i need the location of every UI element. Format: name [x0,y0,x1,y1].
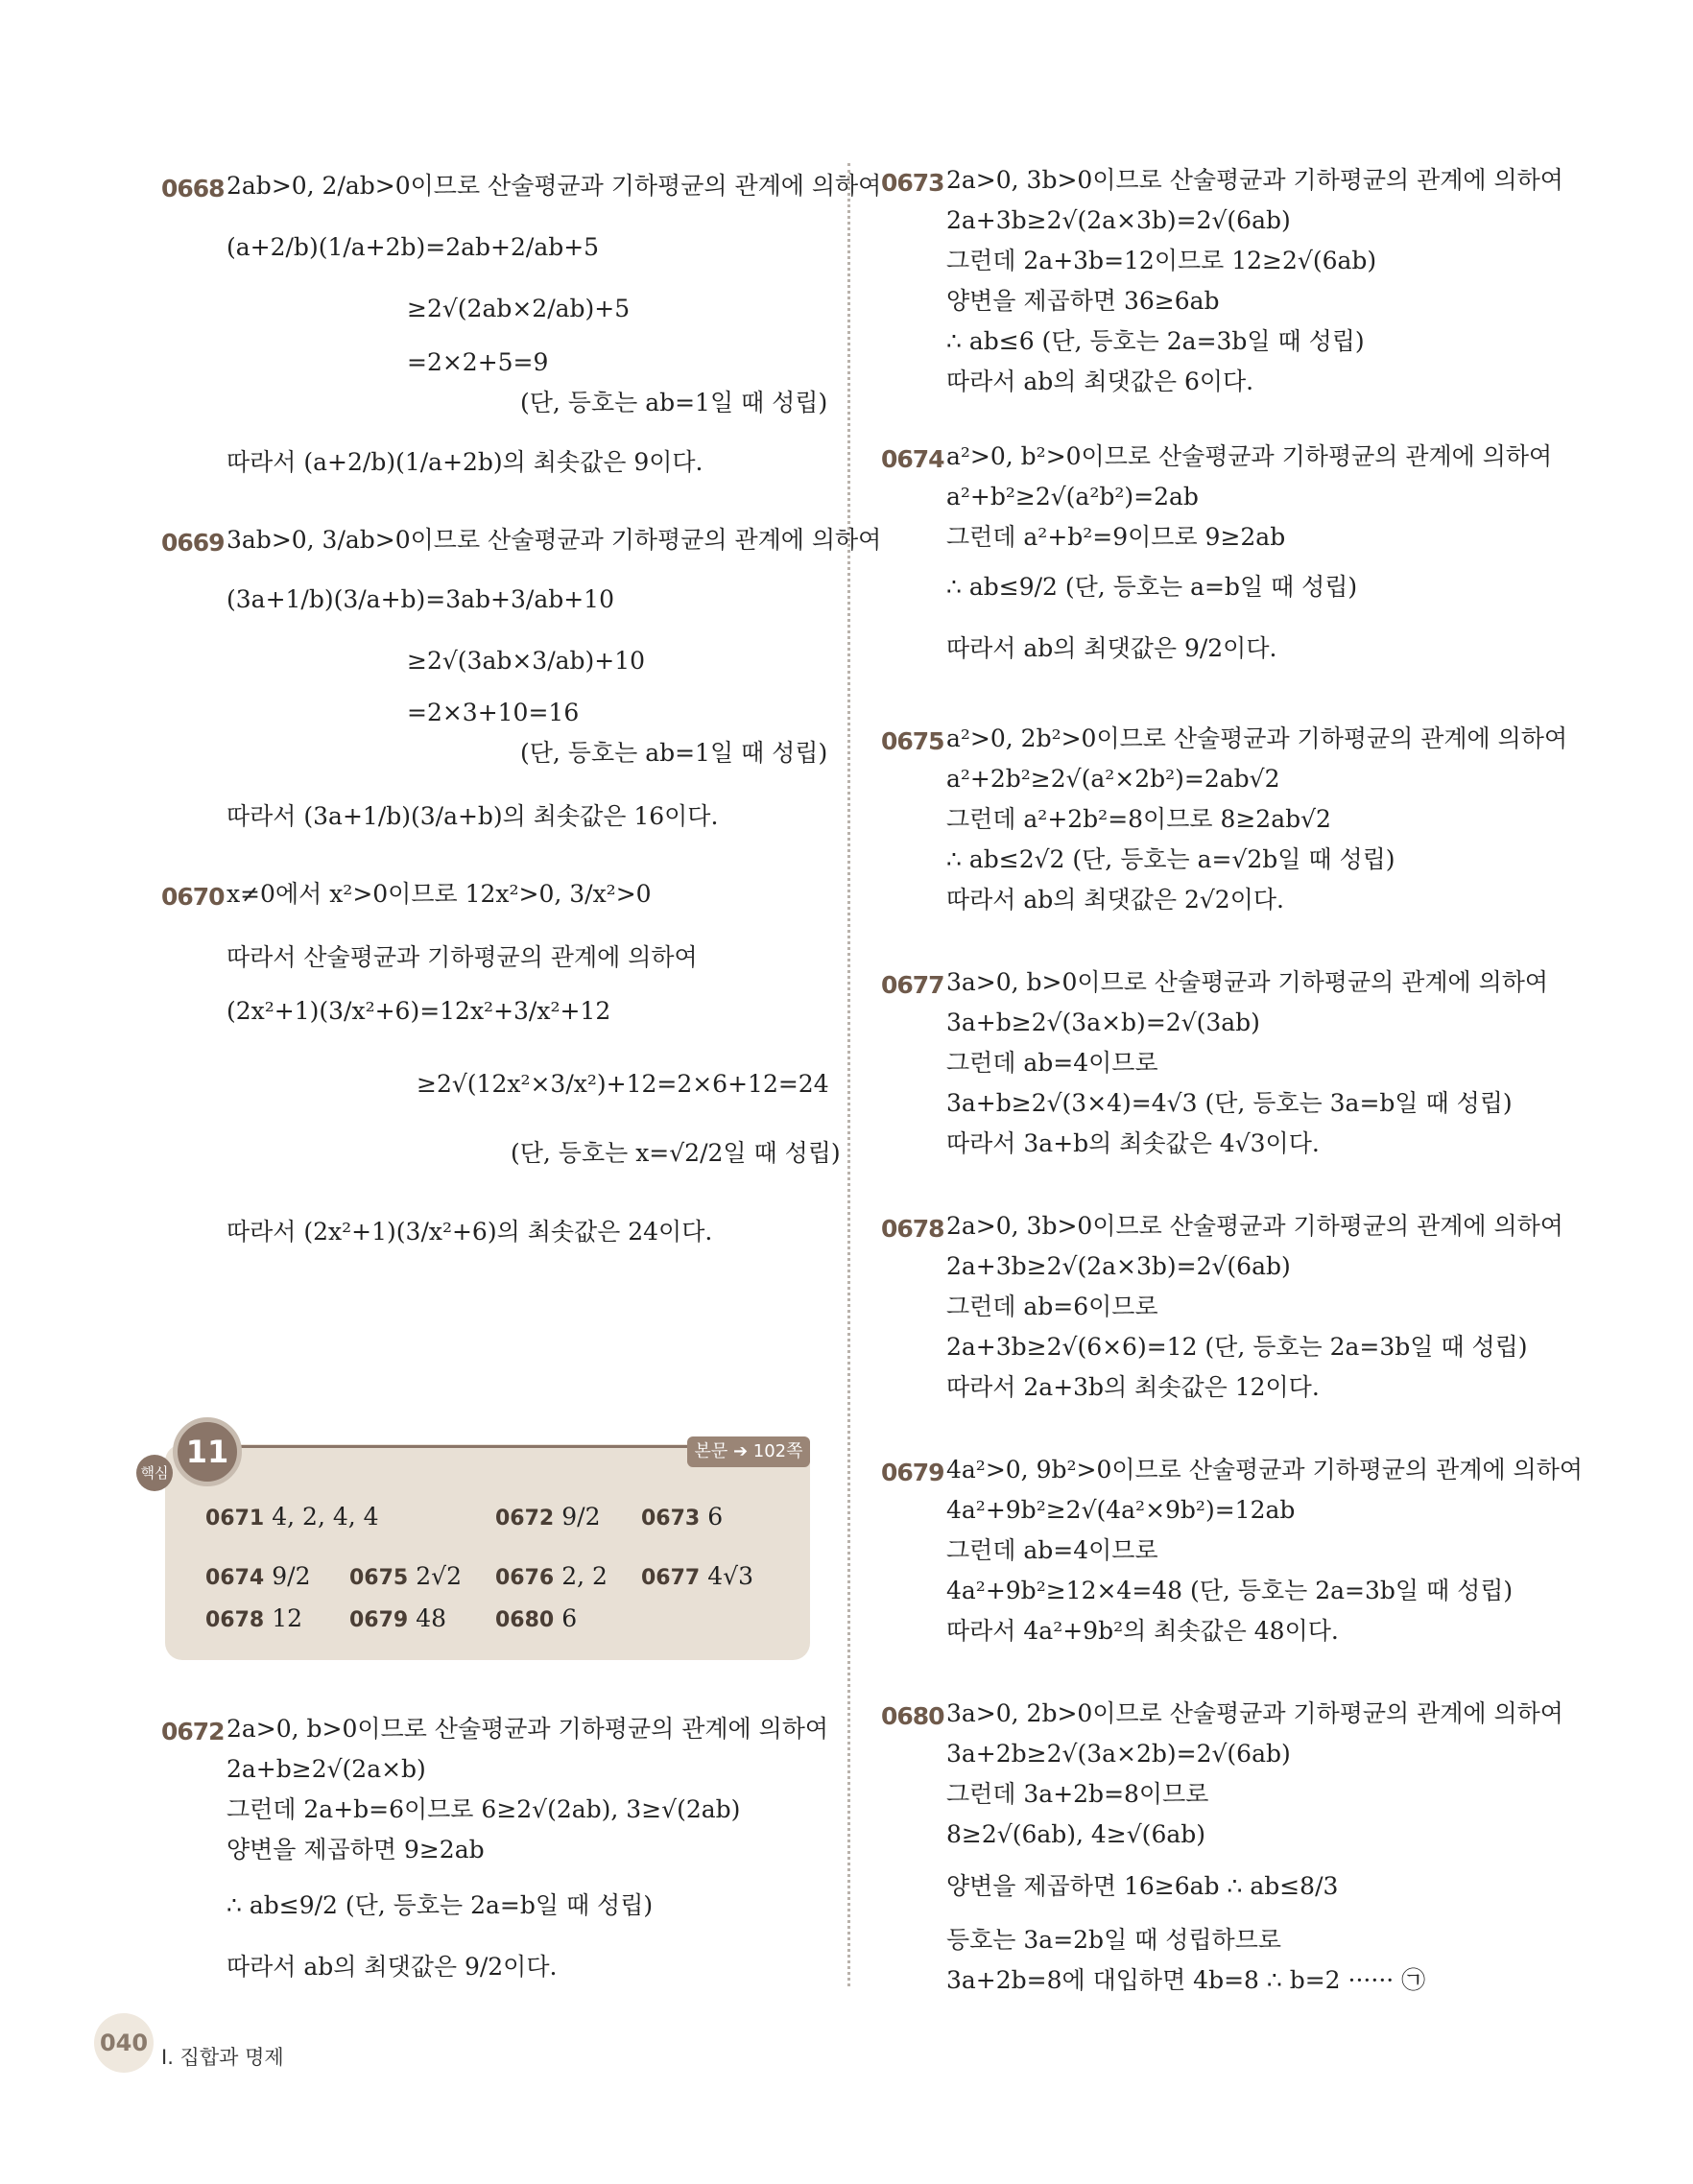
problem-line: 3a+2b=8에 대입하면 4b=8 ∴ b=2 ······ ㉠ [946,1966,1426,1994]
problem-line: (단, 등호는 ab=1일 때 성립) [520,739,828,767]
problem-line: 2a+b≥2√(2a×b) [227,1755,426,1783]
answer-item: 0679 48 [349,1604,447,1632]
answer-item: 0680 6 [495,1604,578,1632]
problem-line: (2x²+1)(3/x²+6)=12x²+3/x²+12 [227,997,611,1025]
problem-number: 0670 [161,883,225,911]
problem-line: 그런데 ab=4이므로 [946,1049,1158,1077]
problem-line: 따라서 (2x²+1)(3/x²+6)의 최솟값은 24이다. [227,1218,713,1246]
problem-line: 그런데 ab=4이므로 [946,1536,1158,1564]
problem-line: 그런데 a²+2b²=8이므로 8≥2ab√2 [946,805,1331,833]
problem-line: 등호는 3a=2b일 때 성립하므로 [946,1926,1282,1954]
answer-item: 0677 4√3 [641,1562,753,1590]
problem-line: 그런데 2a+b=6이므로 6≥2√(2ab), 3≥√(2ab) [227,1795,741,1823]
problem-line: ≥2√(3ab×3/ab)+10 [407,647,646,675]
problem-number: 0669 [161,529,225,557]
problem-line: a²>0, b²>0이므로 산술평균과 기하평균의 관계에 의하여 [946,442,1553,470]
problem-line: 3ab>0, 3/ab>0이므로 산술평균과 기하평균의 관계에 의하여 [227,526,882,554]
answer-item: 0672 9/2 [495,1503,601,1531]
problem-line: 따라서 3a+b의 최솟값은 4√3이다. [946,1129,1320,1157]
problem-number: 0677 [881,971,944,999]
problem-line: 따라서 (a+2/b)(1/a+2b)의 최솟값은 9이다. [227,448,703,476]
problem-line: 그런데 a²+b²=9이므로 9≥2ab [946,523,1286,551]
problem-line: 양변을 제곱하면 16≥6ab ∴ ab≤8/3 [946,1872,1339,1900]
answer-item: 0673 6 [641,1503,724,1531]
problem-line: =2×2+5=9 [407,348,549,376]
problem-line: ∴ ab≤2√2 (단, 등호는 a=√2b일 때 성립) [946,845,1395,873]
problem-line: a²+2b²≥2√(a²×2b²)=2ab√2 [946,765,1280,793]
answer-item: 0678 12 [205,1604,303,1632]
problem-line: a²+b²≥2√(a²b²)=2ab [946,483,1199,510]
problem-line: =2×3+10=16 [407,699,580,726]
answer-item: 0671 4, 2, 4, 4 [205,1503,379,1531]
problem-line: 양변을 제곱하면 36≥6ab [946,287,1220,315]
problem-line: 3a+b≥2√(3×4)=4√3 (단, 등호는 3a=b일 때 성립) [946,1089,1513,1117]
problem-line: 4a²+9b²≥2√(4a²×9b²)=12ab [946,1496,1296,1524]
problem-line: 3a+2b≥2√(3a×2b)=2√(6ab) [946,1740,1291,1768]
problem-line: 양변을 제곱하면 9≥2ab [227,1836,485,1864]
problem-number: 0679 [881,1459,944,1486]
problem-line: (3a+1/b)(3/a+b)=3ab+3/ab+10 [227,585,614,613]
problem-line: ≥2√(12x²×3/x²)+12=2×6+12=24 [417,1070,829,1098]
section-badge: 11 [173,1417,242,1486]
problem-line: 2a+3b≥2√(2a×3b)=2√(6ab) [946,206,1291,234]
problem-line: ∴ ab≤9/2 (단, 등호는 a=b일 때 성립) [946,573,1358,601]
problem-number: 0680 [881,1702,944,1730]
problem-line: ∴ ab≤9/2 (단, 등호는 2a=b일 때 성립) [227,1891,654,1919]
page-reference: 본문 ➔ 102쪽 [687,1436,810,1467]
problem-line: a²>0, 2b²>0이므로 산술평균과 기하평균의 관계에 의하여 [946,724,1568,752]
problem-line: 4a²+9b²≥12×4=48 (단, 등호는 2a=3b일 때 성립) [946,1577,1514,1604]
problem-line: 2a>0, 3b>0이므로 산술평균과 기하평균의 관계에 의하여 [946,166,1563,194]
problem-line: 2a>0, 3b>0이므로 산술평균과 기하평균의 관계에 의하여 [946,1212,1563,1240]
problem-line: ≥2√(2ab×2/ab)+5 [407,295,631,322]
problem-line: 2a+3b≥2√(2a×3b)=2√(6ab) [946,1252,1291,1280]
answer-item: 0674 9/2 [205,1562,311,1590]
problem-line: 따라서 ab의 최댓값은 9/2이다. [946,634,1277,662]
problem-line: 따라서 ab의 최댓값은 2√2이다. [946,886,1284,914]
problem-line: ∴ ab≤6 (단, 등호는 2a=3b일 때 성립) [946,327,1365,355]
problem-line: 3a+b≥2√(3a×b)=2√(3ab) [946,1009,1260,1036]
problem-line: x≠0에서 x²>0이므로 12x²>0, 3/x²>0 [227,880,652,908]
page-number: 040 [94,2013,154,2073]
problem-number: 0678 [881,1215,944,1243]
chapter-title: I. 집합과 명제 [161,2046,284,2069]
problem-line: 그런데 2a+3b=12이므로 12≥2√(6ab) [946,247,1377,274]
column-divider [847,163,850,1986]
problem-number: 0674 [881,445,944,473]
problem-line: 8≥2√(6ab), 4≥√(6ab) [946,1820,1206,1848]
problem-line: 따라서 2a+3b의 최솟값은 12이다. [946,1373,1320,1401]
answer-item: 0675 2√2 [349,1562,462,1590]
problem-line: 2a+3b≥2√(6×6)=12 (단, 등호는 2a=3b일 때 성립) [946,1333,1528,1361]
problem-line: 따라서 ab의 최댓값은 9/2이다. [227,1953,558,1981]
answer-item: 0676 2, 2 [495,1562,608,1590]
problem-number: 0672 [161,1718,225,1745]
problem-line: (단, 등호는 ab=1일 때 성립) [520,389,828,416]
problem-number: 0675 [881,727,944,755]
problem-line: 2a>0, b>0이므로 산술평균과 기하평균의 관계에 의하여 [227,1715,829,1743]
problem-line: 따라서 4a²+9b²의 최솟값은 48이다. [946,1617,1339,1645]
problem-line: (단, 등호는 x=√2/2일 때 성립) [511,1139,841,1167]
core-tag: 핵심 [136,1455,173,1491]
problem-line: 3a>0, b>0이므로 산술평균과 기하평균의 관계에 의하여 [946,968,1549,996]
problem-line: 4a²>0, 9b²>0이므로 산술평균과 기하평균의 관계에 의하여 [946,1456,1584,1484]
problem-line: 따라서 산술평균과 기하평균의 관계에 의하여 [227,943,698,971]
problem-line: 2ab>0, 2/ab>0이므로 산술평균과 기하평균의 관계에 의하여 [227,172,882,200]
problem-line: 그런데 3a+2b=8이므로 [946,1780,1209,1808]
problem-number: 0673 [881,169,944,197]
problem-line: 따라서 (3a+1/b)(3/a+b)의 최솟값은 16이다. [227,802,719,830]
problem-line: (a+2/b)(1/a+2b)=2ab+2/ab+5 [227,233,600,261]
problem-number: 0668 [161,175,225,202]
problem-line: 따라서 ab의 최댓값은 6이다. [946,368,1254,395]
problem-line: 3a>0, 2b>0이므로 산술평균과 기하평균의 관계에 의하여 [946,1699,1563,1727]
problem-line: 그런데 ab=6이므로 [946,1293,1158,1320]
